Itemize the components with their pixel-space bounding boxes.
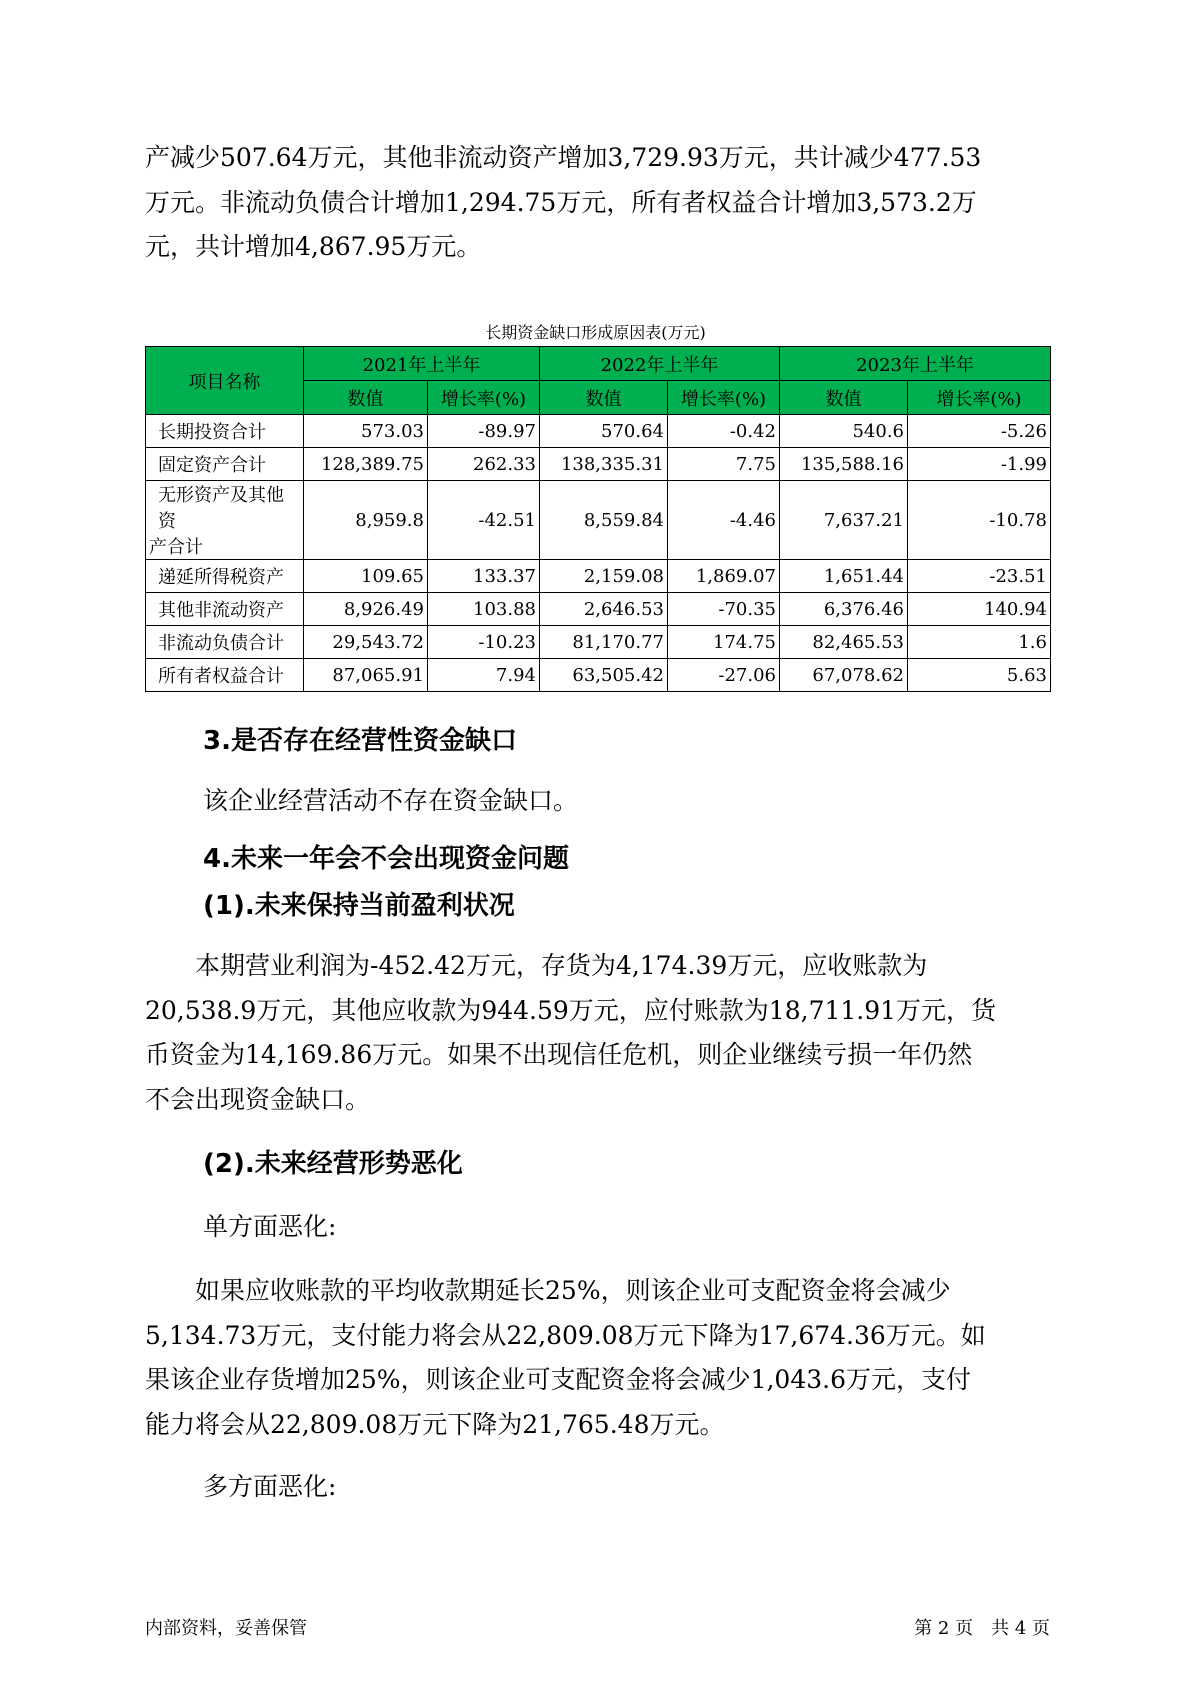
table-row (146, 659, 1051, 692)
table-cell: 2,159.08 (540, 560, 668, 593)
table-cell: 570.64 (540, 415, 668, 448)
table-cell: -89.97 (428, 415, 540, 448)
row-name (146, 481, 304, 560)
value-header: 数值 (780, 381, 908, 415)
table-cell: 2,646.53 (540, 593, 668, 626)
table-cell: -42.51 (428, 481, 540, 560)
intro-line: 产减少507.64万元，其他非流动资产增加3,729.93万元，共计减少477.53 (145, 143, 982, 172)
value-header: 数值 (540, 381, 668, 415)
table-cell: 174.75 (668, 626, 780, 659)
table-cell: 1,651.44 (780, 560, 908, 593)
table-cell: 262.33 (428, 448, 540, 481)
table-cell: 67,078.62 (780, 659, 908, 692)
table-cell: -27.06 (668, 659, 780, 692)
footer-page-number: 第 2 页 共 4 页 (914, 1618, 1050, 1639)
table-cell: 7,637.21 (780, 481, 908, 560)
table-cell: -70.35 (668, 593, 780, 626)
table-cell: 29,543.72 (304, 626, 428, 659)
row-name-line: 产合计 (149, 537, 203, 558)
table-cell: 1,869.07 (668, 560, 780, 593)
section-4-heading: 4.未来一年会不会出现资金问题 (203, 844, 569, 874)
table-cell: -0.42 (668, 415, 780, 448)
table-cell: 140.94 (908, 593, 1051, 626)
paragraph-line: 能力将会从22,809.08万元下降为21,765.48万元。 (145, 1409, 725, 1439)
table-cell: 109.65 (304, 560, 428, 593)
row-name: 长期投资合计 (146, 415, 304, 448)
paragraph-line: 果该企业存货增加25%，则该企业可支配资金将会减少1,043.6万元，支付 (145, 1365, 971, 1394)
table-row (146, 626, 1051, 659)
item-name-header: 项目名称 (146, 347, 304, 415)
subsection-1-paragraph (145, 944, 1045, 1122)
table-cell: -1.99 (908, 448, 1051, 481)
footer-confidential-note: 内部资料，妥善保管 (145, 1618, 307, 1639)
section-3-heading: 3.是否存在经营性资金缺口 (203, 726, 517, 756)
paragraph-line: 如果应收账款的平均收款期延长25%，则该企业可支配资金将会减少 (145, 1276, 951, 1305)
row-name: 固定资产合计 (146, 448, 304, 481)
table-cell: 81,170.77 (540, 626, 668, 659)
intro-line: 万元。非流动负债合计增加1,294.75万元，所有者权益合计增加3,573.2万 (145, 187, 977, 217)
table-cell: 135,588.16 (780, 448, 908, 481)
multi-deterioration-label: 多方面恶化: (203, 1472, 337, 1501)
table-cell: -10.78 (908, 481, 1051, 560)
paragraph-line: 币资金为14,169.86万元。如果不出现信任危机，则企业继续亏损一年仍然 (145, 1040, 973, 1069)
intro-line: 元，共计增加4,867.95万元。 (145, 232, 482, 261)
table-cell: 5.63 (908, 659, 1051, 692)
table-cell: 540.6 (780, 415, 908, 448)
table-cell: -10.23 (428, 626, 540, 659)
table-cell: 63,505.42 (540, 659, 668, 692)
table-cell: 1.6 (908, 626, 1051, 659)
growth-header: 增长率(%) (428, 381, 540, 415)
single-deterioration-label: 单方面恶化: (203, 1212, 337, 1241)
intro-paragraph (145, 136, 1045, 270)
table-row (146, 593, 1051, 626)
table-cell: -23.51 (908, 560, 1051, 593)
table-row (146, 415, 1051, 448)
paragraph-line: 不会出现资金缺口。 (145, 1084, 371, 1114)
table-cell: -4.46 (668, 481, 780, 560)
paragraph-line: 5,134.73万元，支付能力将会从22,809.08万元下降为17,674.36万元。如 (145, 1320, 986, 1350)
paragraph-line: 20,538.9万元，其他应收款为944.59万元，应付账款为18,711.91万元，货 (145, 995, 997, 1025)
funding-gap-table (145, 346, 1051, 692)
row-name-line: 无形资产及其他资 (158, 485, 284, 532)
table-cell: 7.75 (668, 448, 780, 481)
table-cell: 6,376.46 (780, 593, 908, 626)
growth-header: 增长率(%) (668, 381, 780, 415)
period-header: 2022年上半年 (540, 347, 780, 381)
section-3-text: 该企业经营活动不存在资金缺口。 (203, 786, 579, 815)
table-row (146, 481, 1051, 560)
table-cell: 82,465.53 (780, 626, 908, 659)
table-cell: 8,559.84 (540, 481, 668, 560)
subsection-1-heading: (1).未来保持当前盈利状况 (203, 891, 515, 921)
value-header: 数值 (304, 381, 428, 415)
table-cell: 128,389.75 (304, 448, 428, 481)
row-name: 递延所得税资产 (146, 560, 304, 593)
table-cell: 103.88 (428, 593, 540, 626)
table-cell: 138,335.31 (540, 448, 668, 481)
table-cell: 8,959.8 (304, 481, 428, 560)
table-cell: 8,926.49 (304, 593, 428, 626)
subsection-2-paragraph (145, 1269, 1045, 1447)
paragraph-line: 本期营业利润为-452.42万元，存货为4,174.39万元，应收账款为 (145, 951, 928, 980)
table-row (146, 448, 1051, 481)
row-name: 其他非流动资产 (146, 593, 304, 626)
table-caption: 长期资金缺口形成原因表(万元) (485, 323, 706, 342)
table-cell: -5.26 (908, 415, 1051, 448)
table-cell: 573.03 (304, 415, 428, 448)
table-cell: 7.94 (428, 659, 540, 692)
period-header: 2021年上半年 (304, 347, 540, 381)
period-header: 2023年上半年 (780, 347, 1051, 381)
table-cell: 87,065.91 (304, 659, 428, 692)
row-name: 非流动负债合计 (146, 626, 304, 659)
subsection-2-heading: (2).未来经营形势恶化 (203, 1149, 463, 1179)
table-cell: 133.37 (428, 560, 540, 593)
row-name: 所有者权益合计 (146, 659, 304, 692)
growth-header: 增长率(%) (908, 381, 1051, 415)
table-row (146, 560, 1051, 593)
